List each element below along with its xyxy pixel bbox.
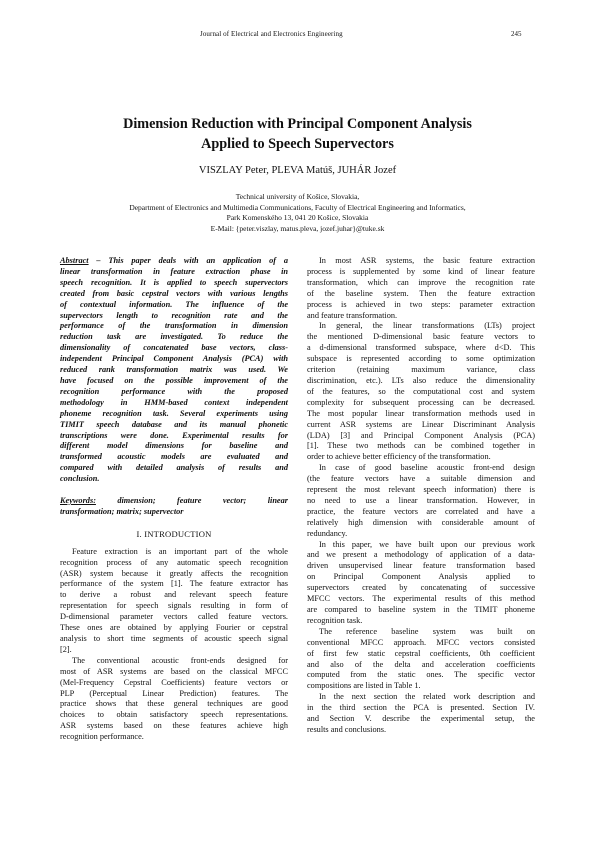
abstract-line: phoneme recognition task. Several experiments using xyxy=(60,408,288,418)
text-line: supervectors created by concatenating of successive xyxy=(307,583,535,593)
keywords-line: transformation; matrix; supervector xyxy=(60,506,184,516)
abstract-line: reduced rank transformation matrix was used. We xyxy=(60,365,288,375)
abstract-line: reduction task are investigated. To reduce the xyxy=(60,332,288,342)
text-line: (ASR) system because it greatly affects the recognition xyxy=(60,568,288,578)
abstract-line: performance of the transformation in dimension xyxy=(60,321,288,331)
text-line: are compared to baseline system in the TIMIT phoneme xyxy=(307,605,535,614)
text-line: process is supplemented by some kind of linear feature xyxy=(307,266,535,276)
section-heading: I. INTRODUCTION xyxy=(136,528,212,539)
text-line: represent the most relevant speech information) there is xyxy=(307,485,535,495)
abstract-line: different model dimensions for baseline and xyxy=(60,441,288,451)
text-line: [2]. xyxy=(60,644,72,654)
text-line: a d-dimensional transformed subspace, where d<D. This xyxy=(307,343,535,353)
text-line: In case of good baseline acoustic front-end design xyxy=(319,463,535,473)
text-line: ASR systems based on these features achieve high xyxy=(60,721,288,731)
abstract-line: compared with detailed analysis of results and xyxy=(60,463,288,473)
text-line: recognition process of any automatic speech recognition xyxy=(60,557,288,567)
text-line: and also of the delta and acceleration coefficients xyxy=(307,659,535,669)
abstract-line: created from basic cepstral vectors with various lengths xyxy=(60,288,288,298)
abstract-line: linear transformation in feature extraction phase in xyxy=(60,266,288,276)
text-line: choices to obtain satisfactory speech representations. xyxy=(60,710,288,720)
abstract-line: recognition performance with the proposed xyxy=(60,386,288,396)
text-line: on Principal Component Analysis applied to xyxy=(307,572,535,582)
text-line: These ones are obtained by applying Fourier or cepstral xyxy=(60,623,288,633)
abstract-line: transformed acoustic models are evaluated and xyxy=(60,452,288,462)
text-line: subspace is represented according to some optimization xyxy=(307,354,535,364)
title-line: Applied to Speech Supervectors xyxy=(201,136,394,152)
page-number: 245 xyxy=(511,30,522,38)
text-line: criterion (retaining maximum variance, class xyxy=(307,365,535,375)
text-line: performance of the system [1]. The feature extractor has xyxy=(60,579,288,589)
text-line: driven unsupervised linear feature transformation based xyxy=(307,561,535,571)
author-list: VISZLAY Peter, PLEVA Matúš, JUHÁR Jozef xyxy=(198,165,397,176)
text-line: transformation, which can improve the recognition rate xyxy=(307,277,535,287)
text-line: current ASR systems are Linear Discriminant Analysis xyxy=(307,419,535,429)
text-line: relatively high dimension with considerable amount of xyxy=(307,517,535,527)
text-line: MFCC vectors. The experimental results of this method xyxy=(307,594,535,604)
intro-body-left xyxy=(60,547,288,743)
text-line: The most popular linear transformation methods used in xyxy=(307,408,535,418)
affiliation-line: Technical university of Košice, Slovakia, xyxy=(235,192,360,201)
text-line: practice, the feature vectors are correlated and have a xyxy=(307,506,535,516)
text-line: analysis to short time segments of acoustic speech signal xyxy=(60,634,288,643)
affiliation-line: Department of Electronics and Multimedia Communications, Faculty of Electrical Engineering and Informatics, xyxy=(129,202,466,212)
text-line: and Section V. describe the experimental setup, the xyxy=(307,714,535,724)
text-line: In this paper, we have built upon our previous work xyxy=(319,539,535,549)
keywords xyxy=(60,496,288,518)
left-column xyxy=(60,256,288,743)
text-line: no need to use a linear transformation. However, in xyxy=(307,495,535,505)
affiliation-block xyxy=(40,192,555,234)
text-line: conventional MFCC approach. MFCC vectors consisted xyxy=(307,637,535,647)
abstract-line: have focused on the possible improvement of the xyxy=(60,375,288,385)
abstract-line: dimensionality of concatenated base vectors, class- xyxy=(60,343,288,353)
text-line: The reference baseline system was built on xyxy=(319,626,535,636)
title-line: Dimension Reduction with Principal Component Analysis xyxy=(123,116,472,132)
text-line: redundancy. xyxy=(307,528,348,538)
abstract-line: TIMIT speech database and its manual phonetic xyxy=(60,419,288,429)
text-line: compositions are listed in Table 1. xyxy=(307,681,421,691)
text-line: and we present a methodology of application of a data- xyxy=(307,550,535,560)
text-line: complexity for subsequent processing can be decreased. xyxy=(307,397,535,407)
text-line: (the feature vectors have a suitable dimension and xyxy=(307,474,535,484)
abstract-line: of contextual information. The influence of the xyxy=(60,299,288,309)
abstract-line: Abstract – This paper deals with an application of a xyxy=(60,256,288,265)
abstract-line: speech recognition. It is applied to speech supervectors xyxy=(60,277,288,287)
text-line: recognition task. xyxy=(307,615,363,625)
text-line: and feature transformation. xyxy=(307,310,398,320)
right-column xyxy=(307,256,535,736)
text-line: PLP (Perceptual Linear Prediction) features. The xyxy=(60,688,288,698)
text-line: [1]. These two methods can be combined together in xyxy=(307,441,535,451)
running-header xyxy=(0,30,595,42)
text-line: In most ASR systems, the basic feature extraction xyxy=(319,256,535,265)
intro-body-right xyxy=(307,256,535,736)
text-line: (LDA) [3] and Principal Component Analysis (PCA) xyxy=(307,430,535,440)
text-line: most of ASR systems are based on the classical MFCC xyxy=(60,666,288,676)
text-line: D-dimensional parameter vectors called feature vectors. xyxy=(60,612,288,622)
text-line: practice shows that these general techniques are good xyxy=(60,699,288,709)
text-line: in the third section the PCA is presented. Section IV. xyxy=(307,703,535,713)
journal-name: Journal of Electrical and Electronics Engineering xyxy=(200,30,343,38)
text-line: of the features, so the computational cost and system xyxy=(307,386,535,396)
text-line: representation for speech signals resulting in form of xyxy=(60,601,288,611)
affiliation-line: Park Komenského 13, 041 20 Košice, Slovakia xyxy=(226,213,369,223)
text-line: In the next section the related work description and xyxy=(319,692,535,702)
abstract-line: supervectors length to recognition rate and the xyxy=(60,310,288,320)
email-line: E-Mail: {peter.viszlay, matus.pleva, jozef.juhar}@tuke.sk xyxy=(210,223,385,233)
abstract-line: transcriptions were done. Experimental results for xyxy=(60,430,288,440)
text-line: The conventional acoustic front-ends designed for xyxy=(72,655,288,665)
text-line: results and conclusions. xyxy=(307,724,387,734)
paper-title xyxy=(60,114,535,154)
abstract-line: methodology in HMM-based context independent xyxy=(60,397,288,407)
text-line: process is achieved in two steps: parameter extraction xyxy=(307,299,535,309)
text-line: computed from the static ones. The specific vector xyxy=(307,670,535,680)
text-line: of first few static cepstral coefficients, 0th coefficient xyxy=(307,648,535,658)
keywords-line: Keywords: dimension; feature vector; linear xyxy=(60,496,288,506)
text-line: to derive a robust and relevant speech feature xyxy=(60,590,288,600)
text-line: the mentioned D-dimensional basic feature vectors to xyxy=(307,332,535,342)
text-line: recognition performance. xyxy=(60,732,144,742)
text-line: of the baseline system. Then the feature extraction xyxy=(307,288,535,298)
abstract-line: independent Principal Component Analysis (PCA) with xyxy=(60,354,288,364)
text-line: order to achieve better efficiency of the transformation. xyxy=(307,452,491,462)
abstract xyxy=(60,256,288,485)
abstract-line: conclusion. xyxy=(60,474,100,484)
text-line: (Mel-Frequency Cepstral Coefficients) feature vectors or xyxy=(60,677,288,687)
text-line: Feature extraction is an important part of the whole xyxy=(72,546,288,556)
text-line: In general, the linear transformations (LTs) project xyxy=(319,321,535,331)
text-line: discrimination, etc.). LTs also reduce the dimensionality xyxy=(307,375,535,385)
